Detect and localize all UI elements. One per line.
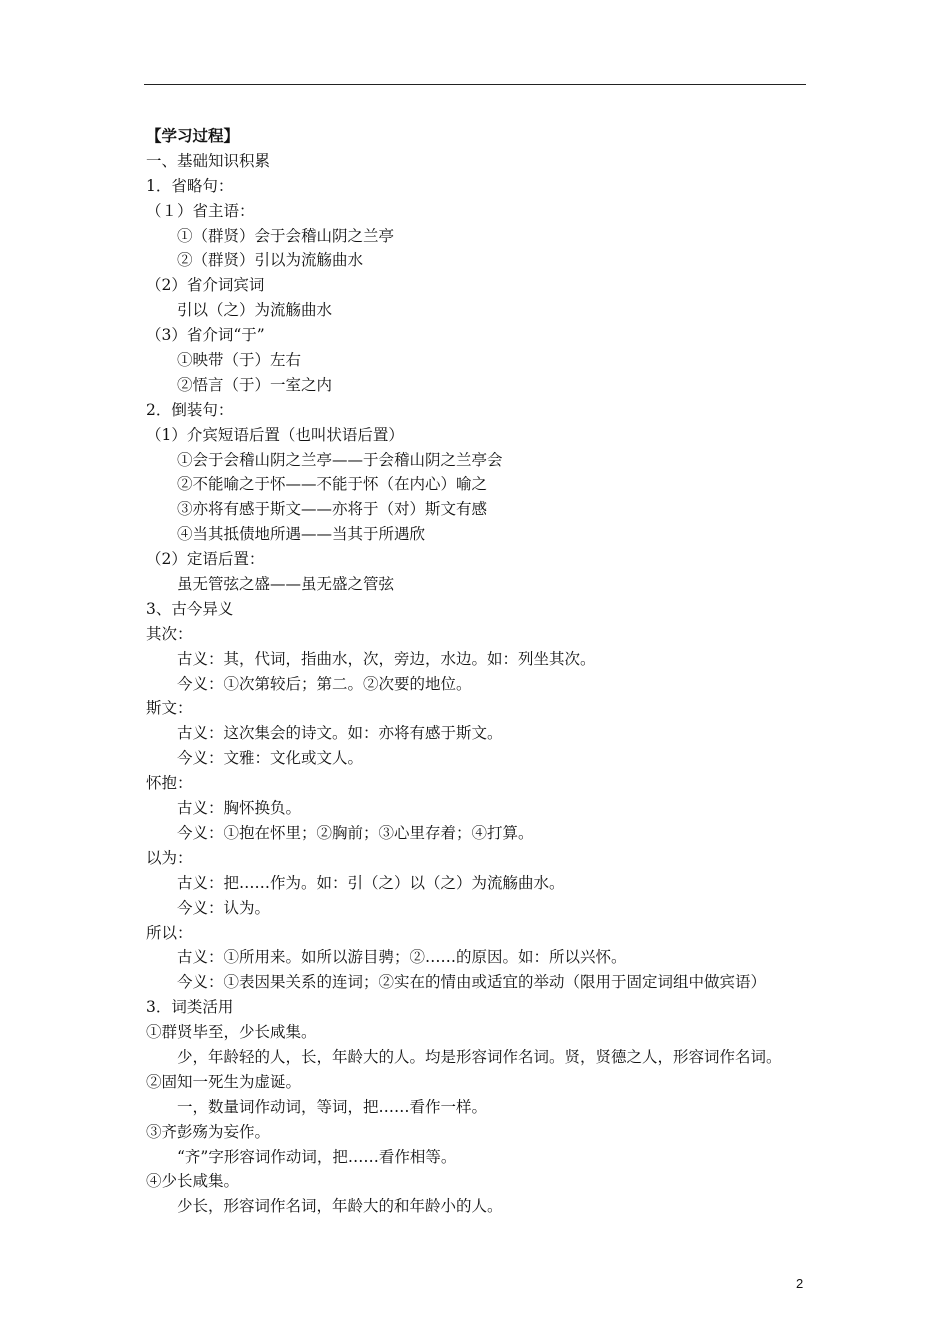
text-line: （１）省主语： (146, 201, 255, 220)
text-line: 古义：这次集会的诗文。如：亦将有感于斯文。 (177, 724, 503, 743)
text-line: 古义：胸怀换负。 (177, 799, 302, 818)
text-line: 引以（之）为流觞曲水 (177, 301, 333, 320)
text-line: 2．倒装句： (146, 400, 234, 419)
text-line: ②固知一死生为虚诞。 (146, 1072, 302, 1091)
text-line: 3、古今异义 (146, 599, 234, 618)
text-line: ③亦将有感于斯文——亦将于（对）斯文有感 (177, 500, 488, 519)
text-line: ④少长咸集。 (146, 1172, 240, 1191)
text-line: 古义：其，代词，指曲水，次，旁边，水边。如：列坐其次。 (177, 649, 596, 668)
text-line: 所以： (146, 923, 193, 942)
header-rule (144, 84, 806, 85)
text-line: （3）省介词“于” (146, 326, 265, 345)
text-line: 斯文： (146, 699, 193, 718)
text-line: ①（群贤）会于会稽山阴之兰亭 (177, 226, 395, 245)
body-lines (146, 149, 826, 1219)
text-line: 少，年龄轻的人，长，年龄大的人。均是形容词作名词。贤，贤德之人，形容词作名词。 (177, 1047, 782, 1066)
text-line: 3．词类活用 (146, 998, 234, 1017)
document-body (146, 124, 826, 1219)
section-title: 【学习过程】 (146, 126, 240, 145)
text-line: ①群贤毕至，少长咸集。 (146, 1023, 317, 1042)
text-line: 古义：①所用来。如所以游目骋；②……的原因。如：所以兴怀。 (177, 948, 627, 967)
text-line: 1．省略句： (146, 176, 234, 195)
text-line: ①映带（于）左右 (177, 351, 302, 370)
text-line: “齐”字形容词作动词，把……看作相等。 (177, 1147, 457, 1166)
text-line: 今义：①表因果关系的连词；②实在的情由或适宜的举动（限用于固定词组中做宾语） (177, 973, 767, 992)
text-line: ②悟言（于）一室之内 (177, 375, 333, 394)
text-line: 一，数量词作动词，等词，把……看作一样。 (177, 1097, 488, 1116)
text-line: 怀抱： (146, 774, 193, 793)
text-line: （2）省介词宾词 (146, 276, 265, 295)
page-number: 2 (796, 1276, 804, 1291)
text-line: ④当其抵债地所遇——当其于所遇欣 (177, 525, 426, 544)
text-line: 古义：把……作为。如：引（之）以（之）为流觞曲水。 (177, 873, 565, 892)
text-line: （2）定语后置： (146, 550, 265, 569)
text-line: 一、基础知识积累 (146, 151, 271, 170)
text-line: 今义：①抱在怀里；②胸前；③心里存着；④打算。 (177, 823, 534, 842)
text-line: 少长，形容词作名词，年龄大的和年龄小的人。 (177, 1197, 503, 1216)
text-line: ③齐彭殇为妄作。 (146, 1122, 271, 1141)
text-line: 今义：文雅：文化或文人。 (177, 749, 364, 768)
text-line: 今义：认为。 (177, 898, 271, 917)
text-line: ①会于会稽山阴之兰亭——于会稽山阴之兰亭会 (177, 450, 503, 469)
text-line: ②不能喻之于怀——不能于怀（在内心）喻之 (177, 475, 488, 494)
text-line: （1）介宾短语后置（也叫状语后置） (146, 425, 404, 444)
text-line: ②（群贤）引以为流觞曲水 (177, 251, 364, 270)
text-line: 其次： (146, 624, 193, 643)
text-line: 以为： (146, 848, 193, 867)
text-line: 虽无管弦之盛——虽无盛之管弦 (177, 575, 395, 594)
text-line: 今义：①次第较后；第二。②次要的地位。 (177, 674, 472, 693)
